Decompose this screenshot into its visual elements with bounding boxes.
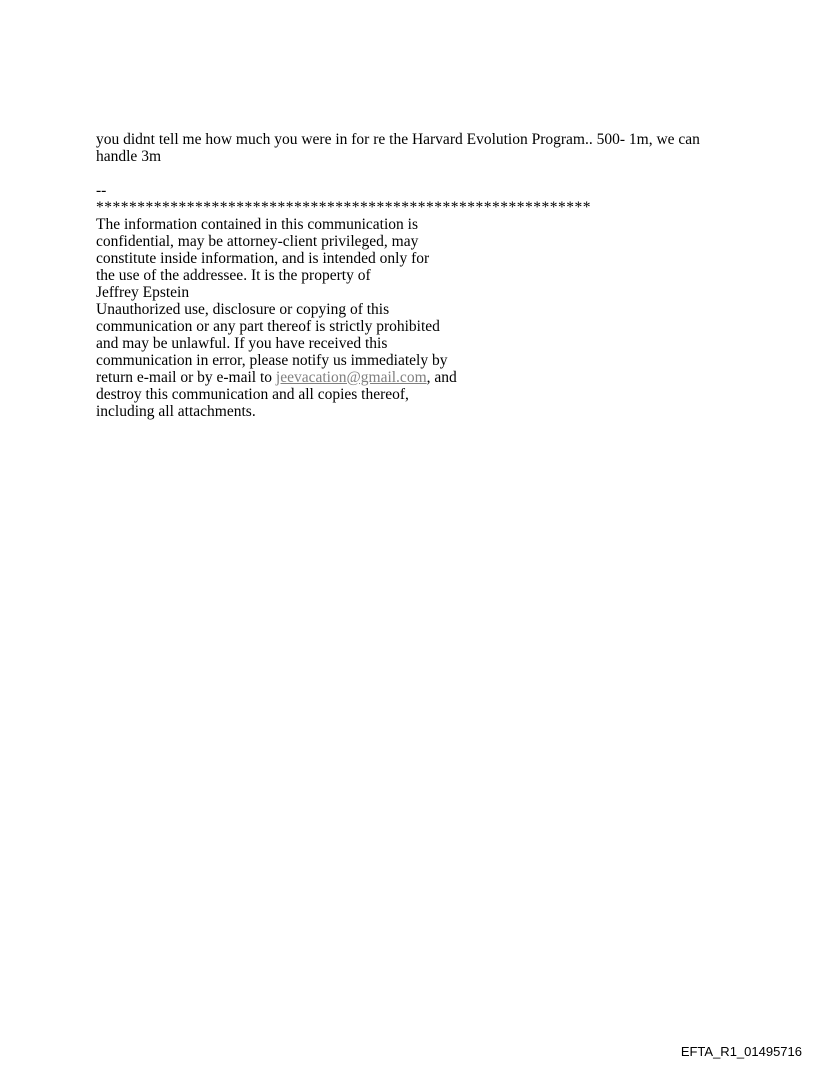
disclaimer-line: communication or any part thereof is strictly prohibited: [96, 318, 440, 335]
return-suffix-text: , and: [426, 369, 457, 386]
disclaimer-line: communication in error, please notify us immediately by: [96, 352, 448, 369]
document-id-stamp: EFTA_R1_01495716: [680, 1044, 802, 1059]
confidentiality-disclaimer: [96, 216, 476, 420]
disclaimer-line: The information contained in this communication is: [96, 216, 418, 233]
disclaimer-line: including all attachments.: [96, 403, 256, 420]
return-prefix-text: return e-mail or by e-mail to: [96, 369, 276, 386]
email-link[interactable]: jeevacation@gmail.com: [275, 369, 427, 386]
disclaimer-line: constitute inside information, and is intended only for: [96, 250, 430, 267]
disclaimer-line: the use of the addressee. It is the property of: [96, 267, 371, 284]
disclaimer-owner-name: Jeffrey Epstein: [96, 284, 190, 301]
message-body: you didnt tell me how much you were in for re the Harvard Evolution Program.. 500- 1m, we can handle 3m: [96, 131, 700, 165]
signature-separator: --: [96, 182, 107, 199]
disclaimer-line: and may be unlawful. If you have received this: [96, 335, 388, 352]
disclaimer-return-line: [96, 369, 476, 386]
email-document: [96, 131, 736, 420]
signature-stars-divider: ************************************************************: [96, 199, 591, 216]
disclaimer-line: Unauthorized use, disclosure or copying of this: [96, 301, 390, 318]
disclaimer-line: destroy this communication and all copies thereof,: [96, 386, 409, 403]
disclaimer-line: confidential, may be attorney-client privileged, may: [96, 233, 419, 250]
